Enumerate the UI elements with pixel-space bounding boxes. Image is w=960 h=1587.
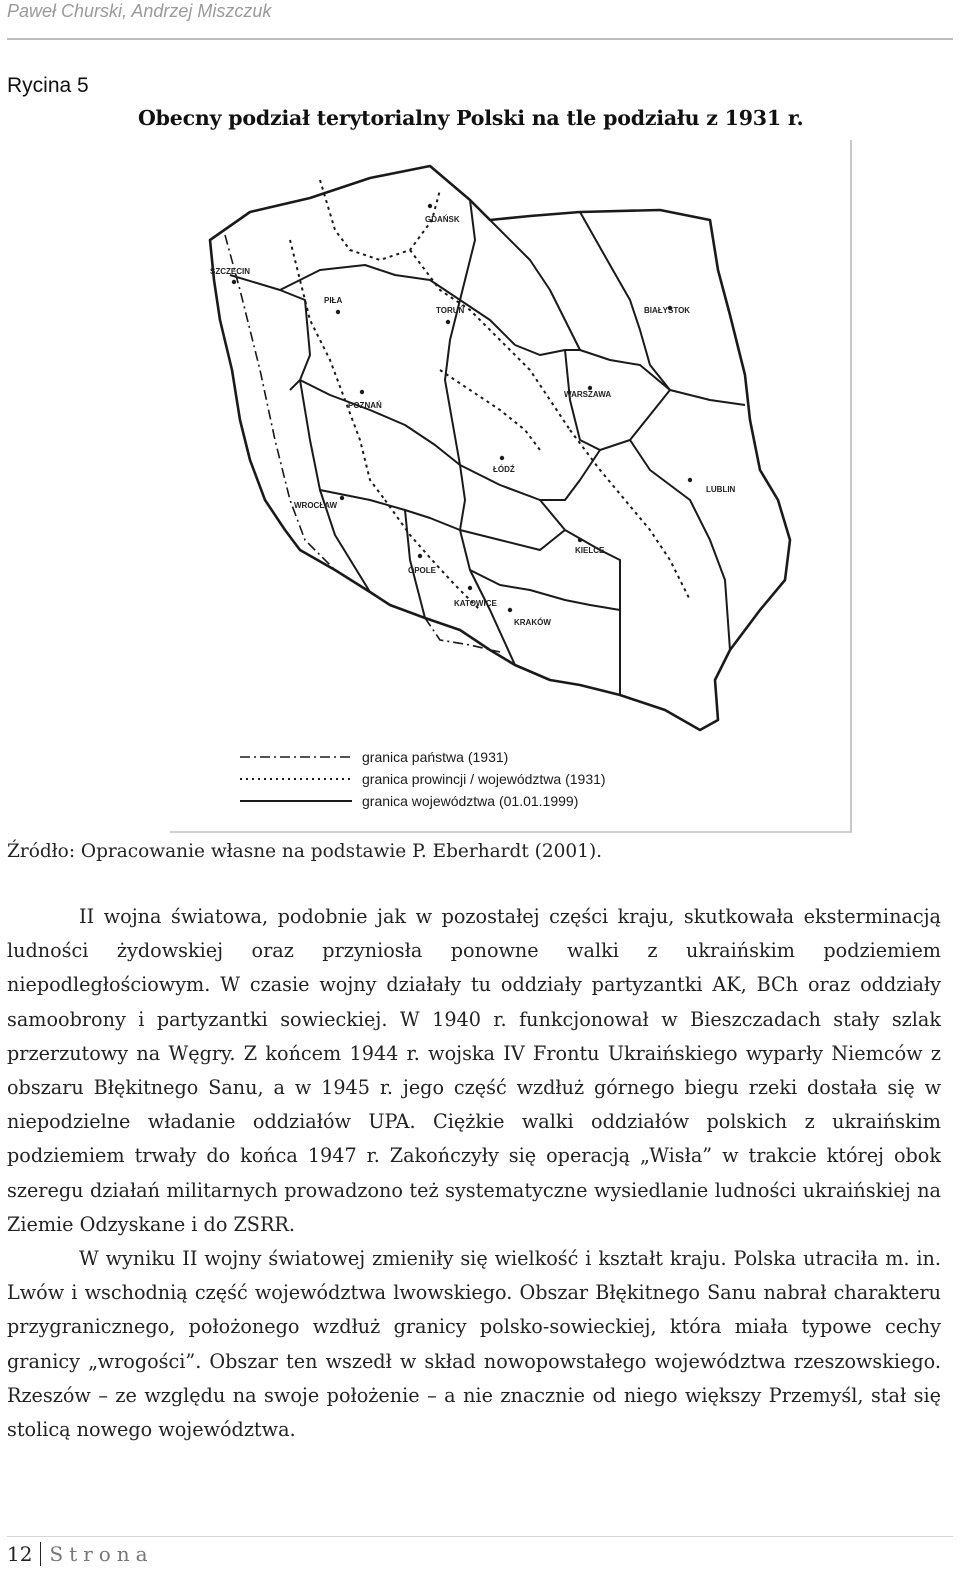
city-warszawa: WARSZAWA (564, 390, 612, 399)
city-kielce: KIELCE (575, 546, 605, 555)
country-border (210, 166, 790, 730)
region-border (490, 220, 580, 350)
city-pila: PIŁA (324, 296, 343, 305)
region-border (630, 440, 730, 650)
region-border (670, 390, 745, 405)
region-border (460, 200, 475, 300)
region-border (320, 490, 460, 530)
city-katowice: KATOWICE (454, 599, 497, 608)
region-border (280, 265, 515, 345)
city-wroclaw: WROCŁAW (294, 501, 338, 510)
city-lublin: LUBLIN (706, 485, 736, 494)
footer-text (7, 1542, 154, 1566)
region-border (565, 350, 600, 450)
poland-map-figure (170, 140, 852, 833)
region-border (460, 530, 565, 550)
region-border (230, 275, 310, 390)
city-bialystok: BIAŁYSTOK (644, 306, 691, 315)
historic-state-border (225, 235, 335, 570)
city-torun: TORUŃ (436, 306, 465, 315)
paragraph: W wyniku II wojny światowej zmieniły się wielkość i kształt kraju. Polska utraciła m. in. Lwów i wschodnią część województwa lwowskiego. Obszar Błękitnego Sanu nabrał charakteru przygranicznego, położonego wzdłuż granicy polsko-sowieckiej, która miała typowe cechy granicy „wrogości”. Obszar ten wszedł w skład nowopowstałego województwa rzeszowskiego. Rzeszów – ze względu na swoje położenie – a nie znacznie od niego większy Przemyśl, stał się stolicą nowego województwa. (7, 1247, 941, 1442)
footer-separator (40, 1542, 41, 1566)
city-krakow: KRAKÓW (514, 618, 551, 627)
city-lodz: ŁÓDŹ (493, 465, 515, 474)
figure-label: Rycina 5 (7, 74, 89, 97)
page-number: 12 (7, 1542, 33, 1566)
historic-border (410, 250, 570, 430)
city-gdansk: GDAŃSK (425, 215, 460, 224)
legend-province-border-1931: granica prowincji / województwa (1931) (362, 771, 606, 787)
figure-title: Obecny podział terytorialny Polski na tle podziału z 1931 r. (138, 106, 804, 130)
region-border (460, 390, 670, 500)
region-border (540, 500, 620, 695)
paragraph: II wojna światowa, podobnie jak w pozostałej części kraju, skutkowała eksterminacją ludności żydowskiej oraz przyniosła ponowne walki z ukraińskim podziemiem niepodległościowym. W czasie wojny działały tu oddziały partyzantki AK, BCh oraz oddziały samoobrony i partyzantki sowieckiej. W 1940 r. funkcjonował w Bieszczadach stały szlak przerzutowy na Węgry. Z końcem 1944 r. wojska IV Frontu Ukraińskiego wyparły Niemców z obszaru Błękitnego Sanu, a w 1945 r. jego część wzdłuż górnego biegu rzeki dostała się w niepodzielne władanie oddziałów UPA. Ciężkie walki oddziałów polskich z ukraińskim podziemiem trwały do końca 1947 r. Zakończyły się operacją „Wisła” w trakcie której obok szeregu działań militarnych prowadzono też systematyczne wysiedlanie ludności ukraińskiej na Ziemie Odzyskane i do ZSRR. (7, 905, 941, 1236)
footer-divider (7, 1536, 953, 1537)
region-border (405, 510, 425, 618)
historic-border (570, 430, 690, 600)
footer-strona: Strona (49, 1542, 154, 1566)
body-text (7, 900, 941, 1447)
map-legend (240, 749, 606, 809)
page-header (7, 0, 953, 40)
city-poznan: POZNAŃ (348, 401, 382, 410)
historic-border (320, 180, 440, 260)
city-opole: OPOLE (408, 566, 437, 575)
legend-voivodeship-border-1999: granica województwa (01.01.1999) (362, 793, 579, 809)
legend-state-border-1931: granica państwa (1931) (362, 749, 509, 765)
header-authors: Paweł Churski, Andrzej Miszczuk (7, 1, 272, 21)
header-divider (7, 38, 953, 40)
region-border (300, 380, 460, 465)
city-szczecin: SZCZECIN (210, 267, 250, 276)
poland-map (170, 140, 850, 830)
region-border (300, 380, 370, 592)
figure-source: Źródło: Opracowanie własne na podstawie P. Eberhardt (2001). (7, 841, 603, 862)
